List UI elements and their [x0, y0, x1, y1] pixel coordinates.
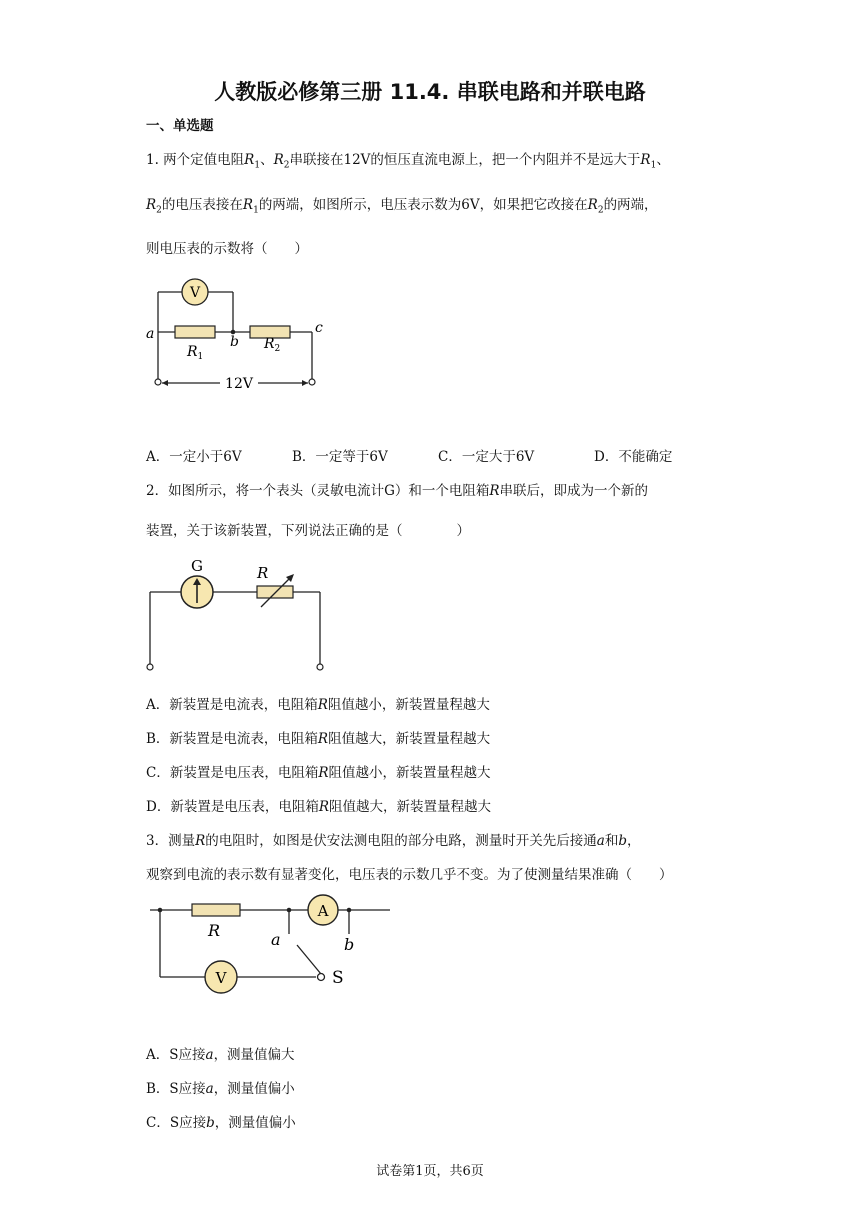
q2-circuit-figure	[140, 552, 340, 677]
label-r: R	[208, 921, 221, 940]
voltmeter-label: V	[215, 969, 227, 987]
label-s: S	[332, 968, 344, 988]
label-voltage: 12V	[225, 376, 253, 392]
terminal-right	[317, 664, 323, 670]
label-g: G	[191, 557, 203, 575]
q1-option-d[interactable]: D．不能确定	[594, 449, 673, 465]
q1-line-1: 1. 两个定值电阻$R_1$、$R_2$串联接在12V的恒压直流电源上，把一个内阻并不是远大于$R_1$、	[146, 152, 670, 171]
q2-line-2: 装置，关于该新装置，下列说法正确的是（ ）	[146, 523, 470, 539]
label-a: a	[271, 930, 281, 949]
switch-terminal	[318, 974, 325, 981]
terminal-left	[147, 664, 153, 670]
q3-option-c[interactable]: C．S应接b，测量值偏小	[146, 1115, 296, 1131]
q2-option-b[interactable]: B．新装置是电流表，电阻箱R阻值越大，新装置量程越大	[146, 731, 491, 747]
q1-options	[146, 445, 672, 465]
label-b: b	[230, 334, 239, 350]
q1-option-a[interactable]: A．一定小于6V	[146, 449, 242, 465]
label-c: c	[315, 320, 323, 336]
voltmeter-label: V	[189, 285, 201, 301]
section-heading: 一、单选题	[146, 118, 214, 134]
q1-line-3: 则电压表的示数将（ ）	[146, 241, 308, 257]
q2-line-1: 2．如图所示，将一个表头（灵敏电流计G）和一个电阻箱R串联后，即成为一个新的	[146, 483, 649, 499]
terminal-right	[309, 379, 315, 385]
label-r1: $R_1$	[187, 344, 204, 362]
q3-option-a[interactable]: A．S应接a，测量值偏大	[146, 1047, 295, 1063]
q3-line-2: 观察到电流的表示数有显著变化，电压表的示数几乎不变。为了使测量结果准确（ ）	[146, 867, 673, 883]
ammeter-label: A	[317, 902, 329, 920]
page-footer: 试卷第1页，共6页	[376, 1164, 484, 1179]
label-r: R	[257, 564, 269, 582]
q2-option-d[interactable]: D．新装置是电压表，电阻箱R阻值越大，新装置量程越大	[146, 799, 491, 815]
q1-option-c[interactable]: C．一定大于6V	[438, 449, 535, 465]
q2-option-c[interactable]: C．新装置是电压表，电阻箱R阻值越小，新装置量程越大	[146, 765, 491, 781]
page-title: 人教版必修第三册 11.4. 串联电路和并联电路	[214, 80, 646, 104]
resistance-box	[257, 586, 293, 598]
terminal-left	[155, 379, 161, 385]
resistor-r1	[175, 326, 215, 338]
q3-option-b[interactable]: B．S应接a，测量值偏小	[146, 1081, 295, 1097]
label-a: a	[146, 326, 155, 342]
q1-circuit-figure	[140, 276, 340, 396]
q3-line-1: 3．测量R的电阻时，如图是伏安法测电阻的部分电路，测量时开关先后接通a和b，	[146, 833, 641, 849]
q2-option-a[interactable]: A．新装置是电流表，电阻箱R阻值越小，新装置量程越大	[146, 697, 490, 713]
label-b: b	[344, 935, 355, 954]
resistor-r	[192, 904, 240, 916]
label-r2: $R_2$	[264, 336, 281, 354]
q1-line-2: $R_2$的电压表接在$R_1$的两端，如图所示，电压表示数为6V，如果把它改接在$R_2$的两端，	[146, 197, 658, 216]
q1-option-b[interactable]: B．一定等于6V	[292, 449, 388, 465]
q3-circuit-figure	[140, 890, 400, 1000]
